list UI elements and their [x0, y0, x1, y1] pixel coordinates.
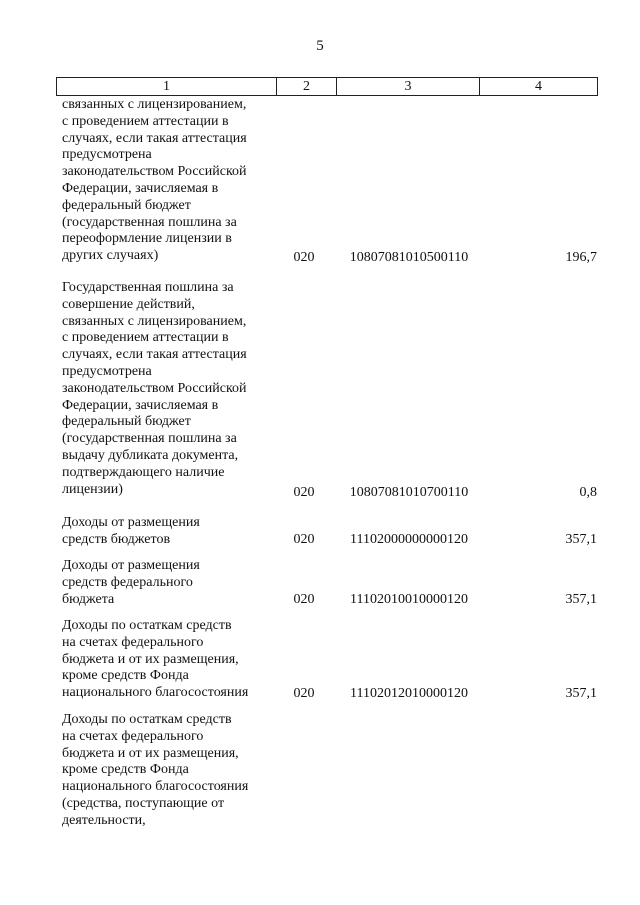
table-row: [0, 515, 640, 551]
column-header-row: [57, 78, 598, 96]
row-admin-code: 020: [293, 532, 315, 547]
row-admin-code: 020: [293, 592, 315, 607]
row-description: Доходы по остаткам средств на счетах федерального бюджета и от их размещения, кроме средств Фонда национального благосостояния: [62, 618, 249, 701]
row-amount: 357,1: [565, 686, 597, 701]
table-row: [0, 558, 640, 610]
table-row: [0, 712, 640, 832]
row-amount: 0,8: [579, 485, 597, 500]
row-description: Доходы по остаткам средств на счетах федерального бюджета и от их размещения, кроме средств Фонда национального благосостояния (средства, поступающие от деятельности,: [62, 712, 249, 828]
table-row: [0, 97, 640, 267]
row-description: связанных с лицензированием, с проведением аттестации в случаях, если такая аттестация предусмотрена законодательством Российской Федерации, зачисляемая в федеральный бюджет (государственная пошлина за переоформление лицензии в других случаях): [62, 97, 247, 264]
table-row: [0, 280, 640, 502]
row-amount: 196,7: [565, 250, 597, 265]
column-header-1: 1: [57, 78, 277, 96]
row-description: Государственная пошлина за совершение действий, связанных с лицензированием, с проведением аттестации в случаях, если такая аттестация предусмотрена законодательством Российской Федерации, зачисляемая в федеральный бюджет (государственная пошлина за выдачу дубликата документа, подтверждающего наличие лицензии): [62, 280, 247, 497]
row-description: Доходы от размещения средств бюджетов: [62, 515, 200, 547]
row-amount: 357,1: [565, 592, 597, 607]
row-description: Доходы от размещения средств федерального бюджета: [62, 558, 200, 607]
row-budget-code: 11102010010000120: [350, 592, 468, 607]
column-header-3: 3: [337, 78, 480, 96]
column-header-2: 2: [277, 78, 337, 96]
row-budget-code: 11102012010000120: [350, 686, 468, 701]
column-header-table: [56, 77, 598, 96]
row-admin-code: 020: [293, 686, 315, 701]
page-number: 5: [316, 38, 324, 54]
table-row: [0, 618, 640, 704]
row-budget-code: 10807081010500110: [349, 250, 469, 265]
row-budget-code: 11102000000000120: [350, 532, 468, 547]
row-admin-code: 020: [293, 250, 315, 265]
row-amount: 357,1: [565, 532, 597, 547]
column-header-4: 4: [480, 78, 598, 96]
row-budget-code: 10807081010700110: [349, 485, 469, 500]
row-admin-code: 020: [293, 485, 315, 500]
